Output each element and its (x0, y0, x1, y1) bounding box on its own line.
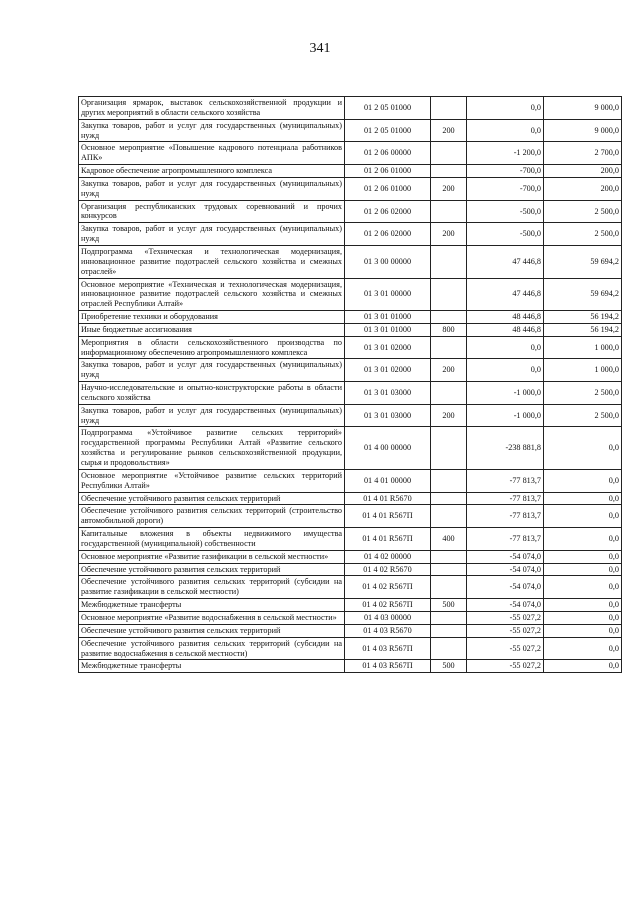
row-amount-change-cell: 47 446,8 (467, 278, 544, 311)
row-amount-change-cell: -238 881,8 (467, 427, 544, 469)
row-code-cell: 01 3 01 03000 (345, 382, 431, 405)
table-row (79, 177, 622, 200)
row-amount-change-cell: -77 813,7 (467, 492, 544, 505)
table-row (79, 528, 622, 551)
row-amount-total-cell: 0,0 (544, 637, 622, 660)
table-row (79, 311, 622, 324)
row-name-cell: Основное мероприятие «Устойчивое развитие сельских территорий Республики Алтай» (79, 469, 345, 492)
row-amount-total-cell: 9 000,0 (544, 97, 622, 120)
table-row (79, 359, 622, 382)
table-row (79, 382, 622, 405)
row-amount-change-cell: -77 813,7 (467, 505, 544, 528)
row-code-cell: 01 3 01 03000 (345, 404, 431, 427)
row-amount-change-cell: -54 074,0 (467, 599, 544, 612)
row-code-cell: 01 4 03 R567П (345, 637, 431, 660)
row-amount-change-cell: -77 813,7 (467, 528, 544, 551)
row-name-cell: Основное мероприятие «Развитие водоснабжения в сельской местности» (79, 611, 345, 624)
row-code-cell: 01 4 02 00000 (345, 550, 431, 563)
row-amount-change-cell: 47 446,8 (467, 245, 544, 278)
table-row (79, 576, 622, 599)
row-name-cell: Приобретение техники и оборудования (79, 311, 345, 324)
budget-table-body (79, 97, 622, 673)
row-code-cell: 01 4 02 R567П (345, 576, 431, 599)
row-amount-total-cell: 2 500,0 (544, 404, 622, 427)
row-amount-total-cell: 0,0 (544, 469, 622, 492)
row-amount-change-cell: 0,0 (467, 119, 544, 142)
row-code-cell: 01 2 06 02000 (345, 200, 431, 223)
table-row (79, 97, 622, 120)
row-amount-change-cell: -55 027,2 (467, 624, 544, 637)
row-amount-total-cell: 59 694,2 (544, 245, 622, 278)
budget-table (78, 96, 622, 673)
row-amount-total-cell: 59 694,2 (544, 278, 622, 311)
row-code-cell: 01 4 02 R5670 (345, 563, 431, 576)
table-row (79, 223, 622, 246)
row-code-cell: 01 3 01 00000 (345, 278, 431, 311)
row-amount-total-cell: 0,0 (544, 528, 622, 551)
row-code-cell: 01 4 03 R567П (345, 660, 431, 673)
row-amount-total-cell: 2 500,0 (544, 223, 622, 246)
row-expense-type-cell (431, 624, 467, 637)
row-name-cell: Обеспечение устойчивого развития сельских территорий (79, 492, 345, 505)
row-name-cell: Закупка товаров, работ и услуг для государственных (муниципальных) нужд (79, 359, 345, 382)
row-amount-total-cell: 200,0 (544, 165, 622, 178)
row-name-cell: Закупка товаров, работ и услуг для государственных (муниципальных) нужд (79, 177, 345, 200)
row-name-cell: Обеспечение устойчивого развития сельских территорий (строительство автомобильной дороги) (79, 505, 345, 528)
table-row (79, 624, 622, 637)
table-row (79, 492, 622, 505)
row-amount-total-cell: 200,0 (544, 177, 622, 200)
row-amount-change-cell: -54 074,0 (467, 550, 544, 563)
row-name-cell: Мероприятия в области сельскохозяйственного производства по информационному обеспечению агропромышленного комплекса (79, 336, 345, 359)
row-code-cell: 01 3 00 00000 (345, 245, 431, 278)
row-amount-change-cell: -77 813,7 (467, 469, 544, 492)
row-amount-change-cell: -54 074,0 (467, 563, 544, 576)
row-amount-total-cell: 0,0 (544, 576, 622, 599)
row-expense-type-cell (431, 245, 467, 278)
table-row (79, 469, 622, 492)
row-name-cell: Обеспечение устойчивого развития сельских территорий (79, 624, 345, 637)
table-row (79, 550, 622, 563)
row-name-cell: Организация ярмарок, выставок сельскохозяйственной продукции и других мероприятий в области сельского хозяйства (79, 97, 345, 120)
table-row (79, 611, 622, 624)
table-row (79, 200, 622, 223)
table-row (79, 119, 622, 142)
row-expense-type-cell: 200 (431, 119, 467, 142)
row-expense-type-cell (431, 200, 467, 223)
row-amount-change-cell: -500,0 (467, 223, 544, 246)
row-amount-change-cell: 0,0 (467, 97, 544, 120)
row-amount-total-cell: 0,0 (544, 611, 622, 624)
row-name-cell: Обеспечение устойчивого развития сельских территорий (субсидии на развитие газификации в сельской местности) (79, 576, 345, 599)
row-expense-type-cell: 800 (431, 323, 467, 336)
row-name-cell: Закупка товаров, работ и услуг для государственных (муниципальных) нужд (79, 404, 345, 427)
row-amount-total-cell: 0,0 (544, 550, 622, 563)
row-code-cell: 01 2 05 01000 (345, 97, 431, 120)
row-amount-change-cell: -1 000,0 (467, 404, 544, 427)
table-row (79, 245, 622, 278)
table-row (79, 323, 622, 336)
row-name-cell: Обеспечение устойчивого развития сельских территорий (субсидии на развитие водоснабжения в сельской местности) (79, 637, 345, 660)
row-expense-type-cell (431, 311, 467, 324)
row-name-cell: Подпрограмма «Техническая и технологическая модернизация, инновационное развитие подотраслей сельского хозяйства и смежных отраслей» (79, 245, 345, 278)
row-expense-type-cell (431, 637, 467, 660)
table-row (79, 563, 622, 576)
table-row (79, 427, 622, 469)
row-name-cell: Иные бюджетные ассигнования (79, 323, 345, 336)
table-row (79, 404, 622, 427)
row-name-cell: Обеспечение устойчивого развития сельских территорий (79, 563, 345, 576)
row-amount-total-cell: 0,0 (544, 660, 622, 673)
row-expense-type-cell (431, 142, 467, 165)
row-code-cell: 01 3 01 01000 (345, 311, 431, 324)
row-amount-change-cell: -700,0 (467, 165, 544, 178)
table-row (79, 599, 622, 612)
row-code-cell: 01 4 01 R5670 (345, 492, 431, 505)
row-expense-type-cell (431, 576, 467, 599)
row-amount-total-cell: 0,0 (544, 492, 622, 505)
row-expense-type-cell (431, 550, 467, 563)
row-amount-total-cell: 1 000,0 (544, 336, 622, 359)
row-expense-type-cell (431, 563, 467, 576)
page-number: 341 (309, 41, 331, 56)
table-row (79, 660, 622, 673)
row-expense-type-cell (431, 278, 467, 311)
row-name-cell: Закупка товаров, работ и услуг для государственных (муниципальных) нужд (79, 223, 345, 246)
row-amount-change-cell: -55 027,2 (467, 660, 544, 673)
row-expense-type-cell: 200 (431, 177, 467, 200)
row-name-cell: Межбюджетные трансферты (79, 660, 345, 673)
row-expense-type-cell (431, 382, 467, 405)
row-expense-type-cell (431, 505, 467, 528)
row-code-cell: 01 4 01 R567П (345, 528, 431, 551)
row-amount-total-cell: 0,0 (544, 563, 622, 576)
row-name-cell: Капитальные вложения в объекты недвижимого имущества государственной (муниципальной) собственности (79, 528, 345, 551)
row-code-cell: 01 3 01 01000 (345, 323, 431, 336)
row-amount-change-cell: -1 000,0 (467, 382, 544, 405)
row-name-cell: Организация республиканских трудовых соревнований и прочих конкурсов (79, 200, 345, 223)
row-amount-change-cell: -700,0 (467, 177, 544, 200)
row-code-cell: 01 4 00 00000 (345, 427, 431, 469)
row-amount-total-cell: 2 700,0 (544, 142, 622, 165)
row-name-cell: Подпрограмма «Устойчивое развитие сельских территорий» государственной программы Республики Алтай «Развитие сельского хозяйства и регулирование рынков сельскохозяйственной продукции, сырья и продовольствия» (79, 427, 345, 469)
row-expense-type-cell (431, 97, 467, 120)
row-name-cell: Кадровое обеспечение агропромышленного комплекса (79, 165, 345, 178)
row-code-cell: 01 4 02 R567П (345, 599, 431, 612)
row-name-cell: Межбюджетные трансферты (79, 599, 345, 612)
table-row (79, 278, 622, 311)
row-amount-change-cell: -55 027,2 (467, 637, 544, 660)
row-code-cell: 01 4 01 00000 (345, 469, 431, 492)
row-expense-type-cell (431, 469, 467, 492)
row-amount-total-cell: 0,0 (544, 505, 622, 528)
row-code-cell: 01 3 01 02000 (345, 336, 431, 359)
row-expense-type-cell (431, 492, 467, 505)
row-amount-change-cell: 0,0 (467, 359, 544, 382)
row-name-cell: Научно-исследовательские и опытно-конструкторские работы в области сельского хозяйства (79, 382, 345, 405)
row-amount-change-cell: 0,0 (467, 336, 544, 359)
row-expense-type-cell: 500 (431, 599, 467, 612)
row-expense-type-cell (431, 427, 467, 469)
row-amount-total-cell: 0,0 (544, 599, 622, 612)
row-code-cell: 01 3 01 02000 (345, 359, 431, 382)
table-row (79, 165, 622, 178)
row-code-cell: 01 2 06 01000 (345, 165, 431, 178)
row-expense-type-cell: 400 (431, 528, 467, 551)
row-code-cell: 01 4 01 R567П (345, 505, 431, 528)
row-amount-total-cell: 0,0 (544, 427, 622, 469)
row-amount-total-cell: 2 500,0 (544, 200, 622, 223)
row-amount-change-cell: 48 446,8 (467, 323, 544, 336)
row-amount-change-cell: -500,0 (467, 200, 544, 223)
row-code-cell: 01 2 06 02000 (345, 223, 431, 246)
row-amount-total-cell: 0,0 (544, 624, 622, 637)
row-amount-change-cell: 48 446,8 (467, 311, 544, 324)
row-expense-type-cell (431, 336, 467, 359)
row-expense-type-cell: 200 (431, 404, 467, 427)
row-expense-type-cell: 200 (431, 223, 467, 246)
table-row (79, 336, 622, 359)
row-expense-type-cell (431, 611, 467, 624)
row-amount-total-cell: 1 000,0 (544, 359, 622, 382)
row-name-cell: Основное мероприятие «Развитие газификации в сельской местности» (79, 550, 345, 563)
row-code-cell: 01 2 06 01000 (345, 177, 431, 200)
row-expense-type-cell: 500 (431, 660, 467, 673)
row-amount-total-cell: 56 194,2 (544, 323, 622, 336)
row-amount-change-cell: -1 200,0 (467, 142, 544, 165)
row-expense-type-cell (431, 165, 467, 178)
row-code-cell: 01 2 05 01000 (345, 119, 431, 142)
row-name-cell: Закупка товаров, работ и услуг для государственных (муниципальных) нужд (79, 119, 345, 142)
row-code-cell: 01 4 03 00000 (345, 611, 431, 624)
row-amount-total-cell: 9 000,0 (544, 119, 622, 142)
row-amount-total-cell: 56 194,2 (544, 311, 622, 324)
table-row (79, 637, 622, 660)
row-name-cell: Основное мероприятие «Техническая и технологическая модернизация, инновационное развитие подотраслей сельского хозяйства и смежных отраслей Республики Алтай» (79, 278, 345, 311)
row-amount-change-cell: -54 074,0 (467, 576, 544, 599)
table-row (79, 505, 622, 528)
row-code-cell: 01 4 03 R5670 (345, 624, 431, 637)
row-name-cell: Основное мероприятие «Повышение кадрового потенциала работников АПК» (79, 142, 345, 165)
table-row (79, 142, 622, 165)
row-expense-type-cell: 200 (431, 359, 467, 382)
row-amount-change-cell: -55 027,2 (467, 611, 544, 624)
row-amount-total-cell: 2 500,0 (544, 382, 622, 405)
row-code-cell: 01 2 06 00000 (345, 142, 431, 165)
